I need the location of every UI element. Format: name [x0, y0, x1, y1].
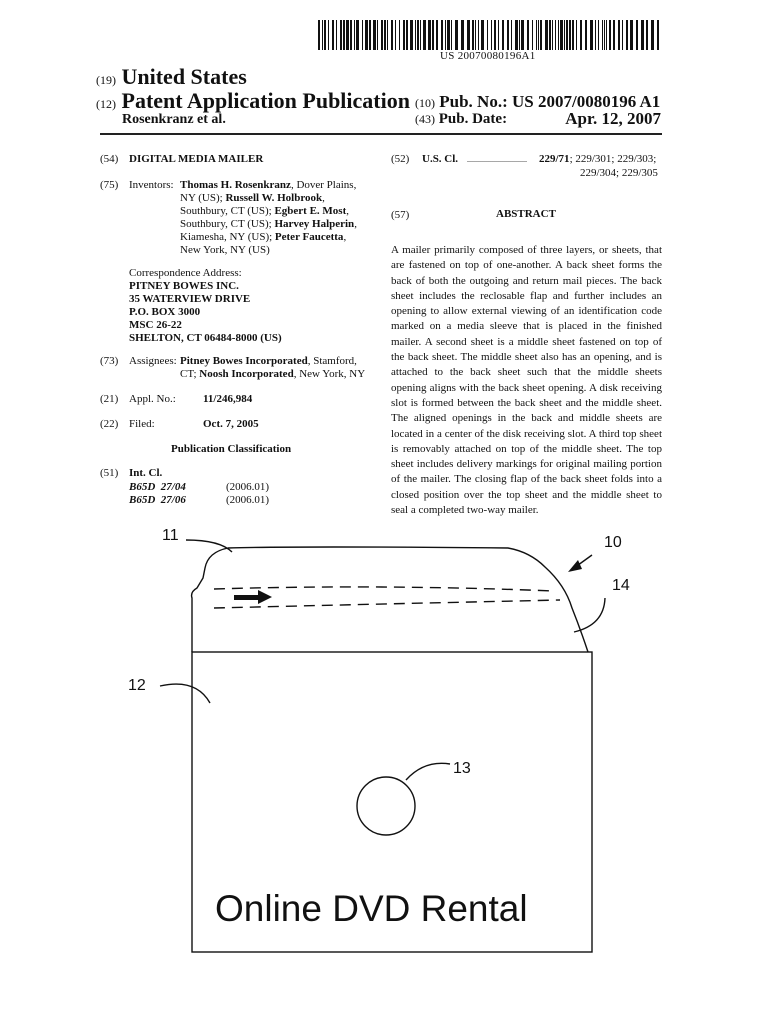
- disk-window-circle: [357, 777, 415, 835]
- filed-code: (22): [100, 418, 119, 430]
- abstract-code: (57): [391, 209, 410, 221]
- ref-label-13: 13: [453, 760, 471, 777]
- intcl-code-1: B65D 27/04: [129, 481, 186, 493]
- pub-date-label: Pub. Date:: [438, 111, 508, 127]
- correspondence-line: SHELTON, CT 06484-8000 (US): [129, 332, 282, 344]
- intcl-version-1: (2006.01): [226, 481, 270, 493]
- publication-kind: Patent Application Publication: [121, 88, 410, 113]
- inventors-code: (75): [100, 179, 119, 191]
- intcl-code-2: B65D 27/06: [129, 494, 186, 506]
- assignee-line: CT; Noosh Incorporated, New York, NY: [180, 368, 366, 380]
- kind-code: (12): [96, 97, 116, 111]
- leader-line-11: [186, 540, 232, 552]
- ref-label-12: 12: [128, 677, 146, 694]
- abstract-heading: ABSTRACT: [496, 208, 556, 220]
- correspondence-line: P.O. BOX 3000: [129, 306, 201, 318]
- leader-line-13: [406, 763, 450, 780]
- intcl-label: Int. Cl.: [129, 467, 163, 479]
- pub-no-label: Pub. No.:: [439, 92, 508, 111]
- uscl-label: U.S. Cl.: [422, 153, 459, 165]
- right-arrow-icon: [234, 590, 272, 604]
- inventor-line: Southbury, CT (US); Harvey Halperin,: [180, 218, 357, 230]
- pub-no-value: US 2007/0080196 A1: [511, 92, 661, 111]
- correspondence-line: MSC 26-22: [129, 319, 182, 331]
- pub-date-value: Apr. 12, 2007: [565, 109, 661, 128]
- patent-title: DIGITAL MEDIA MAILER: [129, 153, 264, 165]
- mailer-caption-text: Online DVD Rental: [215, 888, 528, 929]
- uscl-line-1: 229/71; 229/301; 229/303;: [539, 153, 657, 165]
- barcode-number: US 20070080196A1: [440, 50, 536, 62]
- correspondence-label: Correspondence Address:: [129, 267, 242, 279]
- inventor-line: Southbury, CT (US); Egbert E. Most,: [180, 205, 349, 217]
- uscl-code: (52): [391, 153, 410, 165]
- inventor-short: Rosenkranz et al.: [122, 112, 226, 127]
- assignees-code: (73): [100, 355, 119, 367]
- pub-date-code: (43): [415, 112, 435, 126]
- perforation-line-lower: [214, 600, 560, 608]
- inventor-line: Kiamesha, NY (US); Peter Faucetta,: [180, 231, 347, 243]
- perforation-line-upper: [214, 587, 554, 591]
- arrow-10-head: [568, 560, 582, 572]
- assignees-label: Assignees:: [129, 355, 177, 367]
- pub-no-code: (10): [415, 96, 435, 110]
- inventor-line: New York, NY (US): [180, 244, 270, 256]
- appl-number: 11/246,984: [203, 393, 253, 405]
- intcl-version-2: (2006.01): [226, 494, 270, 506]
- ref-label-14: 14: [612, 577, 630, 594]
- correspondence-line: PITNEY BOWES INC.: [129, 280, 239, 292]
- title-code: (54): [100, 153, 119, 165]
- correspondence-line: 35 WATERVIEW DRIVE: [129, 293, 251, 305]
- inventors-label: Inventors:: [129, 179, 174, 191]
- filed-date: Oct. 7, 2005: [203, 418, 259, 430]
- appl-label: Appl. No.:: [129, 393, 176, 405]
- leader-line-12: [160, 684, 210, 703]
- appl-code: (21): [100, 393, 119, 405]
- inventor-line: Thomas H. Rosenkranz, Dover Plains,: [180, 179, 357, 191]
- abstract-text: A mailer primarily composed of three layers, or sheets, that are fastened on top of one-another. A back sheet forms the back of both the outgoing and return mail pieces. The back sheet includes the reclosable flap and further includes an opening to allow external viewing of an identification code marked on a media sleeve that is placed in the finished mailer. A second sheet is a middle sheet fastened on top of the back sheet. The middle sheet also has an opening, and is attached to the back sheet such that the middle sheets opening aligns with the back sheet opening. A disk receiving slot is formed between the back sheet and the middle sheet. The aligned openings in the back and middle sheets are located in a center of the disk receiving slot. A third top sheet is removably attached on top of the middle sheet. The top sheet includes delivery markings for original mailing portion of the mailer. The closing flap of the back sheet folds into a closed position over the top sheet and the middle sheet to seal a completed two-way mailer.: [391, 244, 662, 517]
- country-name: United States: [121, 64, 247, 89]
- country-code: (19): [96, 73, 116, 87]
- filed-label: Filed:: [129, 418, 155, 430]
- ref-label-10: 10: [604, 534, 622, 551]
- uscl-line-2: 229/304; 229/305: [580, 167, 658, 179]
- publication-classification-heading: Publication Classification: [171, 443, 292, 455]
- ref-label-11: 11: [162, 527, 179, 544]
- inventor-line: NY (US); Russell W. Holbrook,: [180, 192, 325, 204]
- assignee-line: Pitney Bowes Incorporated, Stamford,: [180, 355, 357, 367]
- uscl-dots: ..............................: [467, 155, 527, 164]
- intcl-code: (51): [100, 467, 119, 479]
